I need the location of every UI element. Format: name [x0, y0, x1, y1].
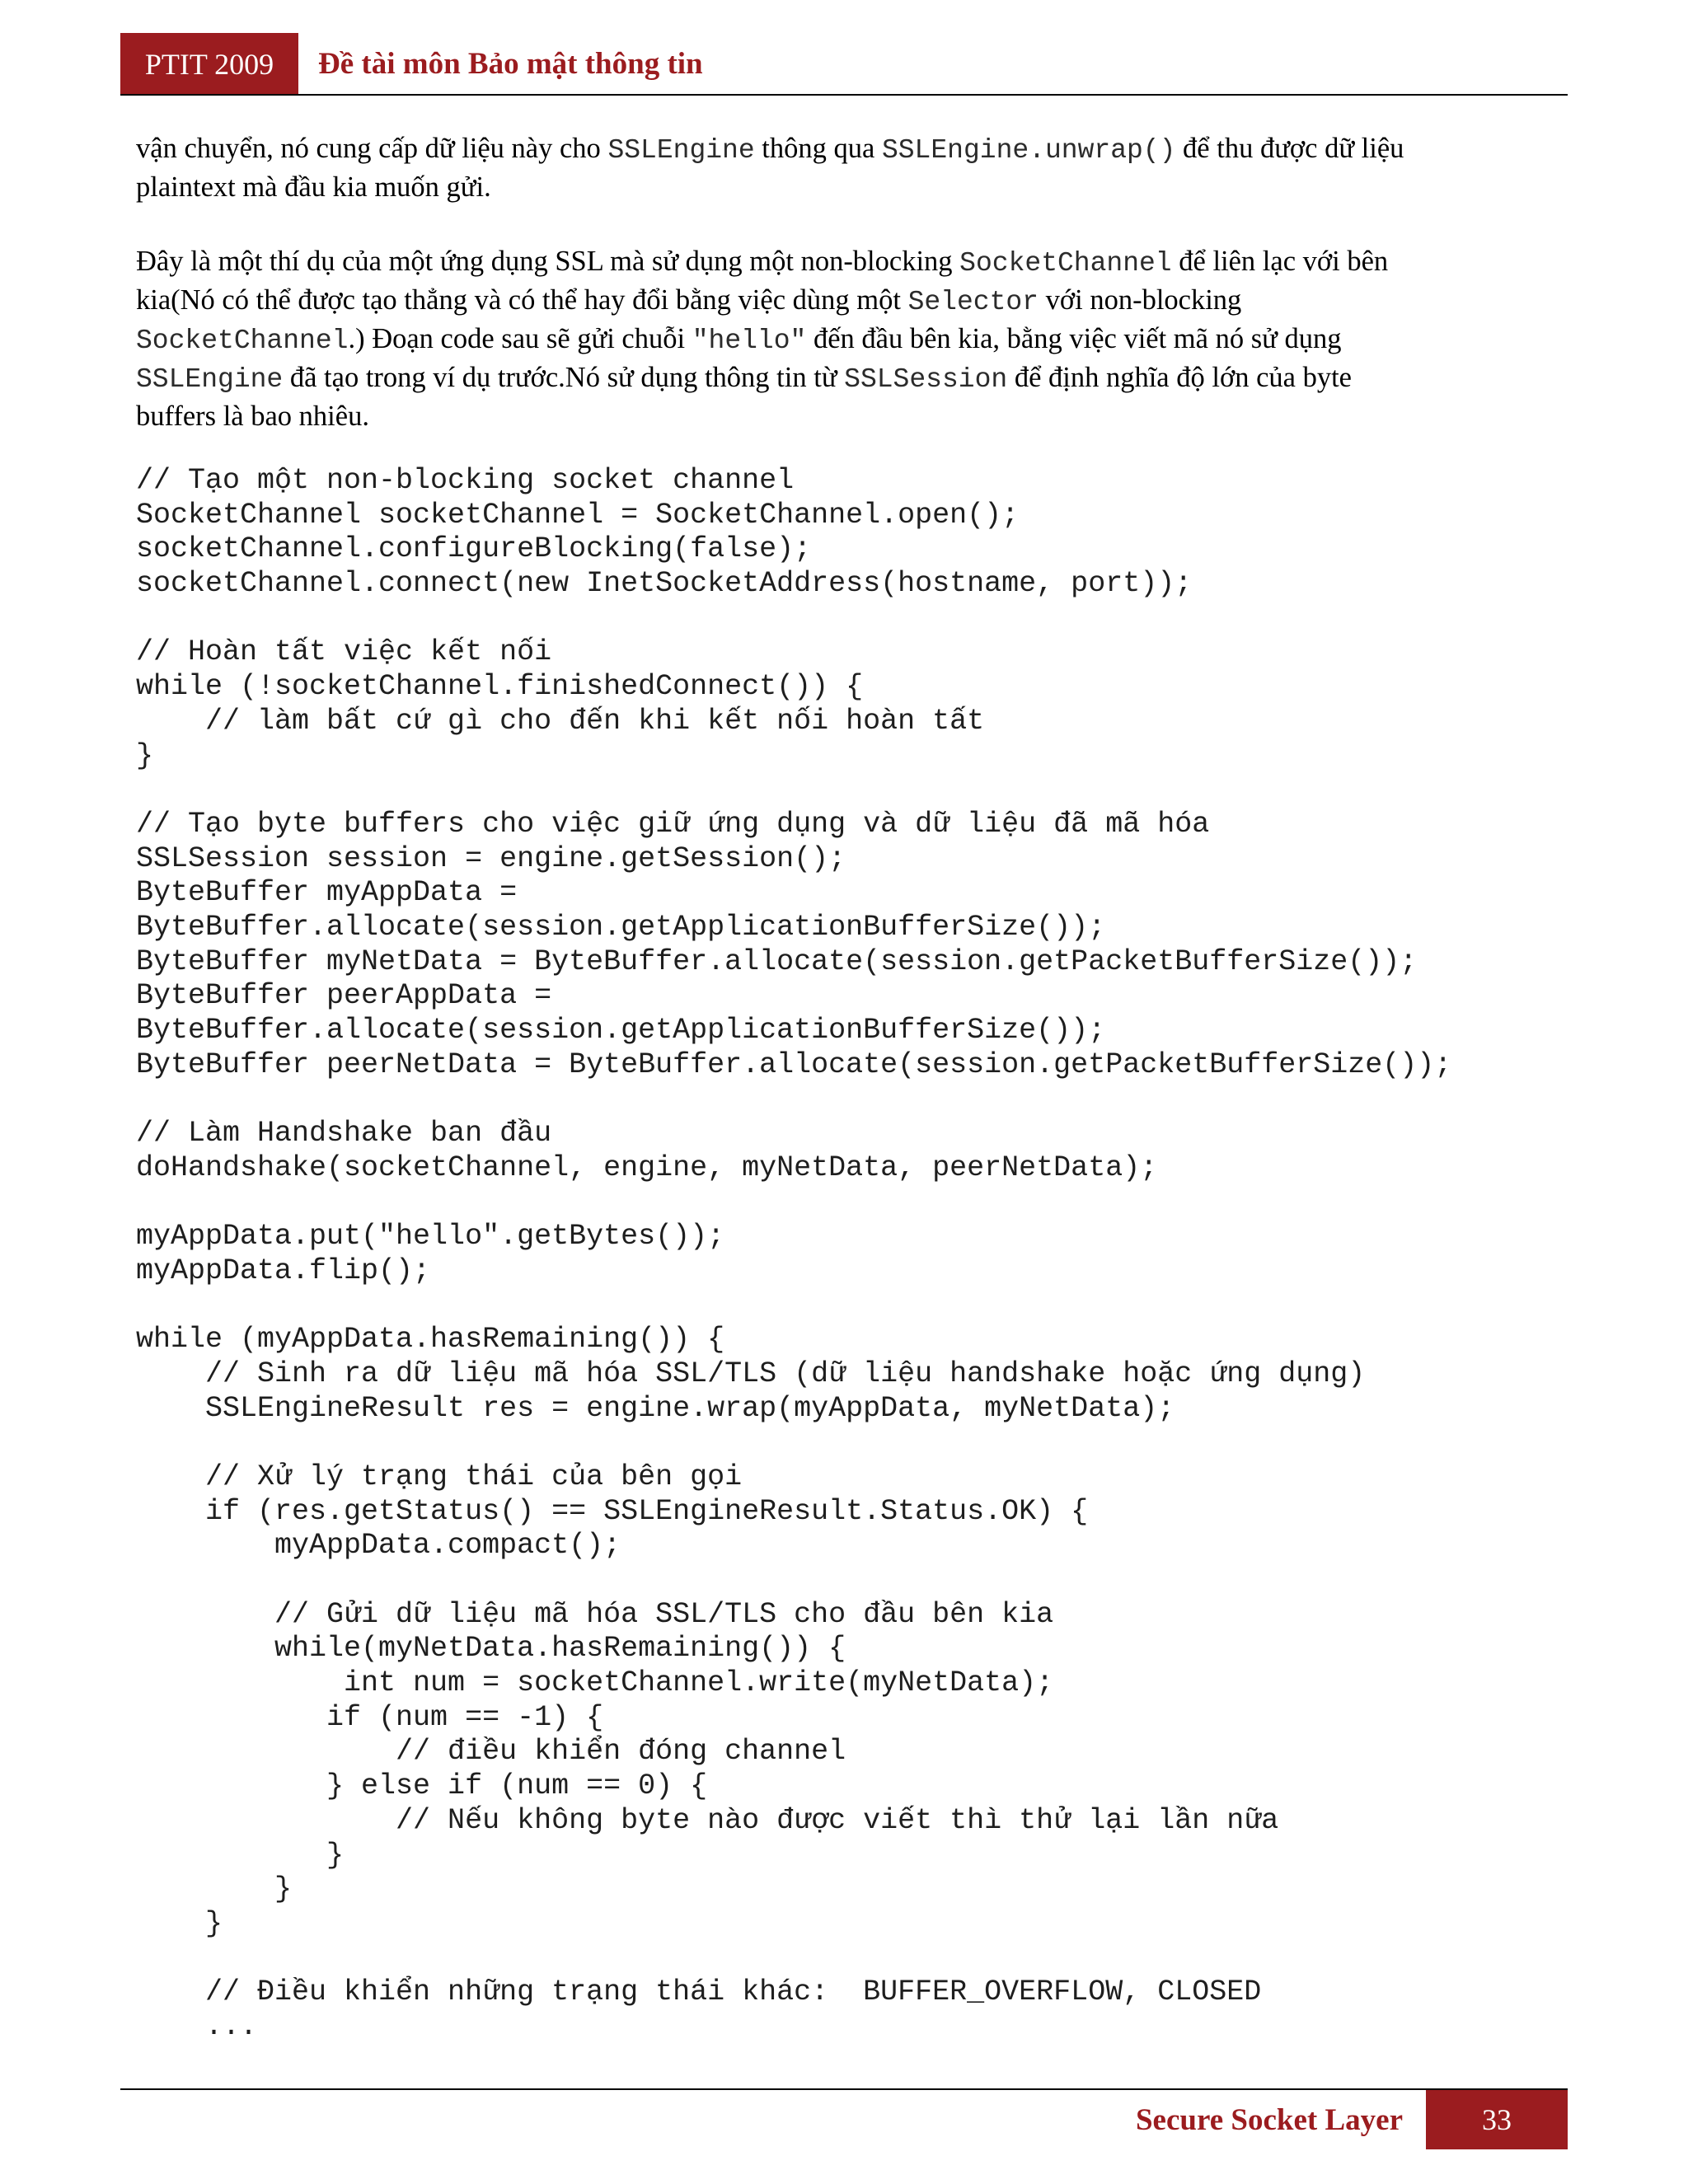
text-run: .) Đoạn code sau sẽ gửi chuỗi: [348, 323, 692, 354]
text-run: vận chuyển, nó cung cấp dữ liệu này cho: [136, 133, 608, 164]
code-line: socketChannel.configureBlocking(false);: [136, 532, 812, 566]
code-line: }: [136, 1872, 293, 1906]
text-run: Đây là một thí dụ của một ứng dụng SSL mà sử dụng một non-blocking: [136, 246, 960, 277]
text-run: với non-blocking: [1039, 284, 1242, 316]
code-line: ByteBuffer peerNetData = ByteBuffer.allocate(session.getPacketBufferSize());: [136, 1047, 1452, 1081]
code-line: [136, 1426, 1570, 1460]
code-line: [136, 1185, 1570, 1220]
header-title: Đề tài môn Bảo mật thông tin: [318, 47, 703, 81]
code-line: // Hoàn tất việc kết nối: [136, 635, 552, 669]
code-line: [136, 1082, 1570, 1117]
code-line: // Điều khiển những trạng thái khác: BUFFER_OVERFLOW, CLOSED: [136, 1975, 1262, 2009]
footer-divider: [120, 2088, 1568, 2090]
footer-title: Secure Socket Layer: [1135, 2103, 1403, 2137]
inline-code: SSLEngine: [136, 364, 284, 395]
code-line: ...: [136, 2009, 258, 2043]
code-line: [136, 1942, 1570, 1976]
code-line: // Nếu không byte nào được viết thì thử lại lần nữa: [136, 1803, 1279, 1837]
inline-code: "hello": [692, 326, 807, 356]
inline-code: SocketChannel: [959, 248, 1172, 279]
code-line: ByteBuffer myAppData =: [136, 876, 518, 910]
code-line: myAppData.flip();: [136, 1254, 431, 1287]
code-line: [136, 1289, 1570, 1324]
code-line: [136, 773, 1570, 808]
inline-code: SSLSession: [844, 364, 1008, 395]
code-line: }: [136, 738, 154, 772]
code-line: // điều khiển đóng channel: [136, 1735, 846, 1769]
code-line: ByteBuffer myNetData = ByteBuffer.allocate(session.getPacketBufferSize());: [136, 944, 1418, 978]
text-run: thông qua: [754, 133, 882, 164]
code-line: ByteBuffer.allocate(session.getApplicationBufferSize());: [136, 910, 1106, 944]
code-line: [136, 1563, 1570, 1598]
code-line: SocketChannel socketChannel = SocketChannel.open();: [136, 498, 1020, 532]
code-line: // Tạo byte buffers cho việc giữ ứng dụng và dữ liệu đã mã hóa: [136, 807, 1210, 841]
code-line: }: [136, 1906, 223, 1940]
text-run: kia(Nó có thể được tạo thẳng và có thể hay đổi bằng việc dùng một: [136, 284, 908, 316]
paragraph-1: [136, 130, 1529, 206]
code-line: SSLEngineResult res = engine.wrap(myAppData, myNetData);: [136, 1391, 1175, 1425]
code-line: doHandshake(socketChannel, engine, myNetData, peerNetData);: [136, 1151, 1158, 1184]
code-line: // Sinh ra dữ liệu mã hóa SSL/TLS (dữ liệu handshake hoặc ứng dụng): [136, 1357, 1366, 1390]
code-line: } else if (num == 0) {: [136, 1769, 708, 1803]
code-line: // Làm Handshake ban đầu: [136, 1117, 552, 1151]
code-line: myAppData.compact();: [136, 1529, 621, 1563]
header-badge: PTIT 2009: [120, 33, 298, 96]
code-line: // làm bất cứ gì cho đến khi kết nối hoàn tất: [136, 704, 985, 738]
code-line: ByteBuffer peerAppData =: [136, 979, 552, 1013]
code-line: while(myNetData.hasRemaining()) {: [136, 1632, 846, 1666]
code-line: ByteBuffer.allocate(session.getApplicationBufferSize());: [136, 1014, 1106, 1047]
header-divider: [120, 94, 1568, 96]
paragraph-2: [136, 243, 1529, 435]
code-line: }: [136, 1838, 345, 1872]
text-run: để thu được dữ liệu: [1175, 133, 1404, 164]
code-line: while (!socketChannel.finishedConnect()) {: [136, 670, 864, 704]
text-run: đến đầu bên kia, bằng việc viết mã nó sử dụng: [806, 323, 1342, 354]
code-line: socketChannel.connect(new InetSocketAddress(hostname, port));: [136, 567, 1193, 601]
code-line: // Gửi dữ liệu mã hóa SSL/TLS cho đầu bên kia: [136, 1597, 1054, 1631]
text-run: plaintext mà đầu kia muốn gửi.: [136, 171, 491, 203]
code-line: while (myAppData.hasRemaining()) {: [136, 1323, 725, 1357]
inline-code: SocketChannel: [136, 326, 349, 356]
code-line: // Tạo một non-blocking socket channel: [136, 464, 795, 497]
body-text: [136, 130, 1529, 435]
code-line: if (res.getStatus() == SSLEngineResult.Status.OK) {: [136, 1494, 1089, 1528]
code-block: [136, 464, 1570, 2045]
code-line: [136, 602, 1570, 636]
paragraph-gap: [136, 206, 1529, 243]
inline-code: SSLEngine.unwrap(): [881, 135, 1176, 166]
code-line: // Xử lý trạng thái của bên gọi: [136, 1460, 743, 1493]
code-line: if (num == -1) {: [136, 1700, 604, 1734]
text-run: buffers là bao nhiêu.: [136, 401, 369, 432]
page-number: 33: [1426, 2090, 1568, 2149]
inline-code: Selector: [907, 287, 1039, 317]
text-run: để liên lạc với bên: [1171, 246, 1389, 277]
code-line: int num = socketChannel.write(myNetData);: [136, 1666, 1054, 1700]
code-line: myAppData.put("hello".getBytes());: [136, 1220, 725, 1254]
text-run: đã tạo trong ví dụ trước.Nó sử dụng thông tin từ: [283, 362, 845, 393]
code-line: SSLSession session = engine.getSession();: [136, 841, 846, 875]
inline-code: SSLEngine: [607, 135, 755, 166]
text-run: để định nghĩa độ lớn của byte: [1007, 362, 1352, 393]
